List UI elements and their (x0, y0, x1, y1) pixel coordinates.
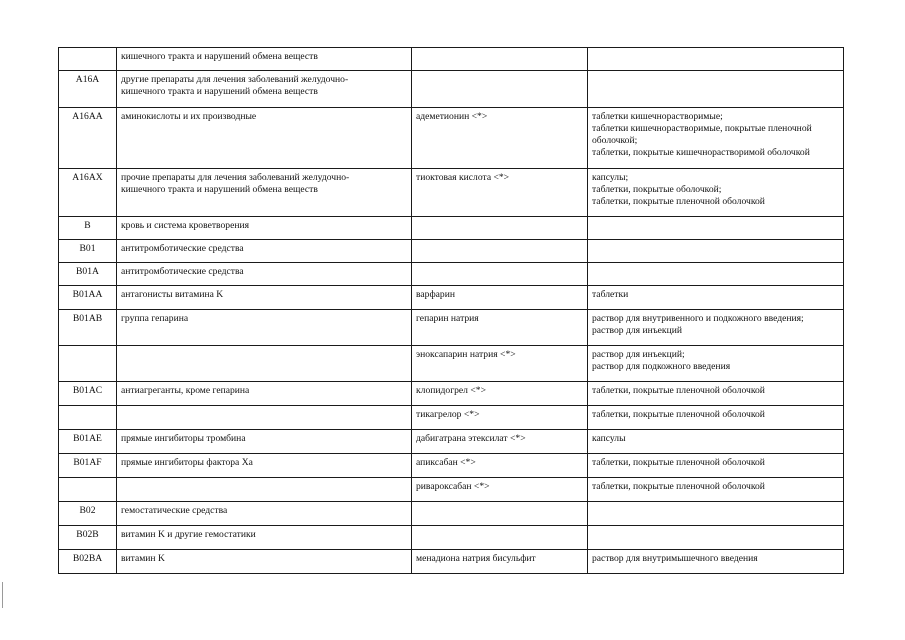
drug-name-cell: адеметионин <*> (412, 108, 588, 169)
atc-code-cell: B01AB (59, 310, 117, 346)
drug-name-cell: ривароксабан <*> (412, 478, 588, 502)
anatomical-group-cell (117, 502, 412, 526)
atc-code-cell: B02 (59, 502, 117, 526)
dosage-form-line: таблетки, покрытые пленочной оболочкой (592, 481, 765, 492)
table-row (59, 310, 844, 346)
anatomical-group-cell (117, 310, 412, 346)
table-row (59, 71, 844, 108)
anatomical-group-cell (117, 346, 412, 382)
group-name-line: антитромботические средства (121, 243, 244, 254)
table-row (59, 240, 844, 263)
anatomical-group-cell (117, 406, 412, 430)
drug-name-cell: апиксабан <*> (412, 454, 588, 478)
table-row (59, 263, 844, 286)
table-row (59, 550, 844, 574)
anatomical-group-cell (117, 430, 412, 454)
atc-code-cell: B01AF (59, 454, 117, 478)
group-name-line: группа гепарина (121, 313, 189, 324)
dosage-form-line: раствор для инъекций (592, 325, 682, 336)
dosage-form-line: раствор для инъекций; (592, 349, 685, 360)
drug-name-cell (412, 217, 588, 240)
drug-name-cell: клопидогрел <*> (412, 382, 588, 406)
dosage-form-cell (588, 478, 844, 502)
atc-code-cell (59, 406, 117, 430)
dosage-form-cell (588, 382, 844, 406)
table-row (59, 286, 844, 310)
dosage-form-line: оболочкой; (592, 135, 638, 146)
group-name-line: кровь и система кроветворения (121, 220, 250, 231)
dosage-form-cell (588, 310, 844, 346)
atc-code-cell: A16A (59, 71, 117, 108)
atc-code-cell (59, 478, 117, 502)
dosage-form-line: таблетки, покрытые пленочной оболочкой (592, 196, 765, 207)
group-name-line: прочие препараты для лечения заболеваний желудочно- (121, 172, 350, 183)
dosage-form-line: раствор для подкожного введения (592, 361, 731, 372)
anatomical-group-cell (117, 217, 412, 240)
group-name-line: кишечного тракта и нарушений обмена веществ (121, 51, 318, 62)
group-name-line: гемостатические средства (121, 505, 228, 516)
atc-code-cell: B01AA (59, 286, 117, 310)
drug-list-table (58, 47, 844, 574)
drug-name-cell: варфарин (412, 286, 588, 310)
dosage-form-cell (588, 502, 844, 526)
table-row (59, 406, 844, 430)
dosage-form-line: таблетки (592, 289, 629, 300)
group-name-line: антитромботические средства (121, 266, 244, 277)
atc-code-cell: B01AE (59, 430, 117, 454)
drug-name-cell: эноксапарин натрия <*> (412, 346, 588, 382)
atc-code-cell (59, 346, 117, 382)
dosage-form-line: капсулы; (592, 172, 629, 183)
drug-name-cell: гепарин натрия (412, 310, 588, 346)
atc-code-cell: B01 (59, 240, 117, 263)
dosage-form-cell (588, 406, 844, 430)
drug-name-cell (412, 240, 588, 263)
drug-name-cell (412, 48, 588, 71)
atc-code-cell: B01A (59, 263, 117, 286)
drug-name-cell: менадиона натрия бисульфит (412, 550, 588, 574)
dosage-form-cell (588, 550, 844, 574)
atc-code-cell: B01AC (59, 382, 117, 406)
anatomical-group-cell (117, 169, 412, 217)
drug-name-cell: тикагрелор <*> (412, 406, 588, 430)
dosage-form-cell (588, 108, 844, 169)
group-name-line: кишечного тракта и нарушений обмена веществ (121, 184, 318, 195)
group-name-line: аминокислоты и их производные (121, 111, 257, 122)
dosage-form-cell (588, 48, 844, 71)
anatomical-group-cell (117, 48, 412, 71)
table-row (59, 502, 844, 526)
group-name-line: антиагреганты, кроме гепарина (121, 385, 250, 396)
drug-name-cell (412, 71, 588, 108)
anatomical-group-cell (117, 526, 412, 550)
dosage-form-cell (588, 346, 844, 382)
dosage-form-cell (588, 263, 844, 286)
dosage-form-line: таблетки кишечнорастворимые, покрытые пленочной (592, 123, 812, 134)
page-edge-mark (2, 582, 3, 608)
group-name-line: антагонисты витамина K (121, 289, 224, 300)
dosage-form-line: таблетки, покрытые оболочкой; (592, 184, 722, 195)
group-name-line: витамин K и другие гемостатики (121, 529, 256, 540)
anatomical-group-cell (117, 108, 412, 169)
atc-code-cell (59, 48, 117, 71)
dosage-form-cell (588, 240, 844, 263)
group-name-line: другие препараты для лечения заболеваний желудочно- (121, 74, 349, 85)
group-name-line: прямые ингибиторы фактора Xa (121, 457, 253, 468)
atc-code-cell: B (59, 217, 117, 240)
anatomical-group-cell (117, 478, 412, 502)
table-row (59, 430, 844, 454)
drug-name-cell: тиоктовая кислота <*> (412, 169, 588, 217)
table-row (59, 382, 844, 406)
dosage-form-line: таблетки, покрытые пленочной оболочкой (592, 457, 765, 468)
dosage-form-cell (588, 169, 844, 217)
dosage-form-cell (588, 217, 844, 240)
anatomical-group-cell (117, 71, 412, 108)
anatomical-group-cell (117, 550, 412, 574)
dosage-form-line: раствор для внутримышечного введения (592, 553, 758, 564)
table-row (59, 169, 844, 217)
drug-name-cell (412, 502, 588, 526)
table-body (59, 48, 844, 574)
dosage-form-cell (588, 286, 844, 310)
dosage-form-cell (588, 71, 844, 108)
dosage-form-line: таблетки, покрытые кишечнорастворимой оболочкой (592, 147, 810, 158)
table-row (59, 217, 844, 240)
table-row (59, 48, 844, 71)
dosage-form-line: капсулы (592, 433, 626, 444)
table-row (59, 346, 844, 382)
dosage-form-line: раствор для внутривенного и подкожного введения; (592, 313, 804, 324)
dosage-form-cell (588, 526, 844, 550)
anatomical-group-cell (117, 263, 412, 286)
dosage-form-line: таблетки кишечнорастворимые; (592, 111, 723, 122)
group-name-line: кишечного тракта и нарушений обмена веществ (121, 86, 318, 97)
atc-code-cell: B02B (59, 526, 117, 550)
table-row (59, 108, 844, 169)
drug-name-cell (412, 263, 588, 286)
group-name-line: витамин K (121, 553, 165, 564)
dosage-form-cell (588, 430, 844, 454)
dosage-form-cell (588, 454, 844, 478)
anatomical-group-cell (117, 454, 412, 478)
anatomical-group-cell (117, 286, 412, 310)
table-row (59, 454, 844, 478)
dosage-form-line: таблетки, покрытые пленочной оболочкой (592, 385, 765, 396)
dosage-form-line: таблетки, покрытые пленочной оболочкой (592, 409, 765, 420)
group-name-line: прямые ингибиторы тромбина (121, 433, 246, 444)
drug-name-cell: дабигатрана этексилат <*> (412, 430, 588, 454)
table-row (59, 526, 844, 550)
atc-code-cell: A16AX (59, 169, 117, 217)
table-row (59, 478, 844, 502)
anatomical-group-cell (117, 382, 412, 406)
drug-name-cell (412, 526, 588, 550)
anatomical-group-cell (117, 240, 412, 263)
atc-code-cell: A16AA (59, 108, 117, 169)
atc-code-cell: B02BA (59, 550, 117, 574)
